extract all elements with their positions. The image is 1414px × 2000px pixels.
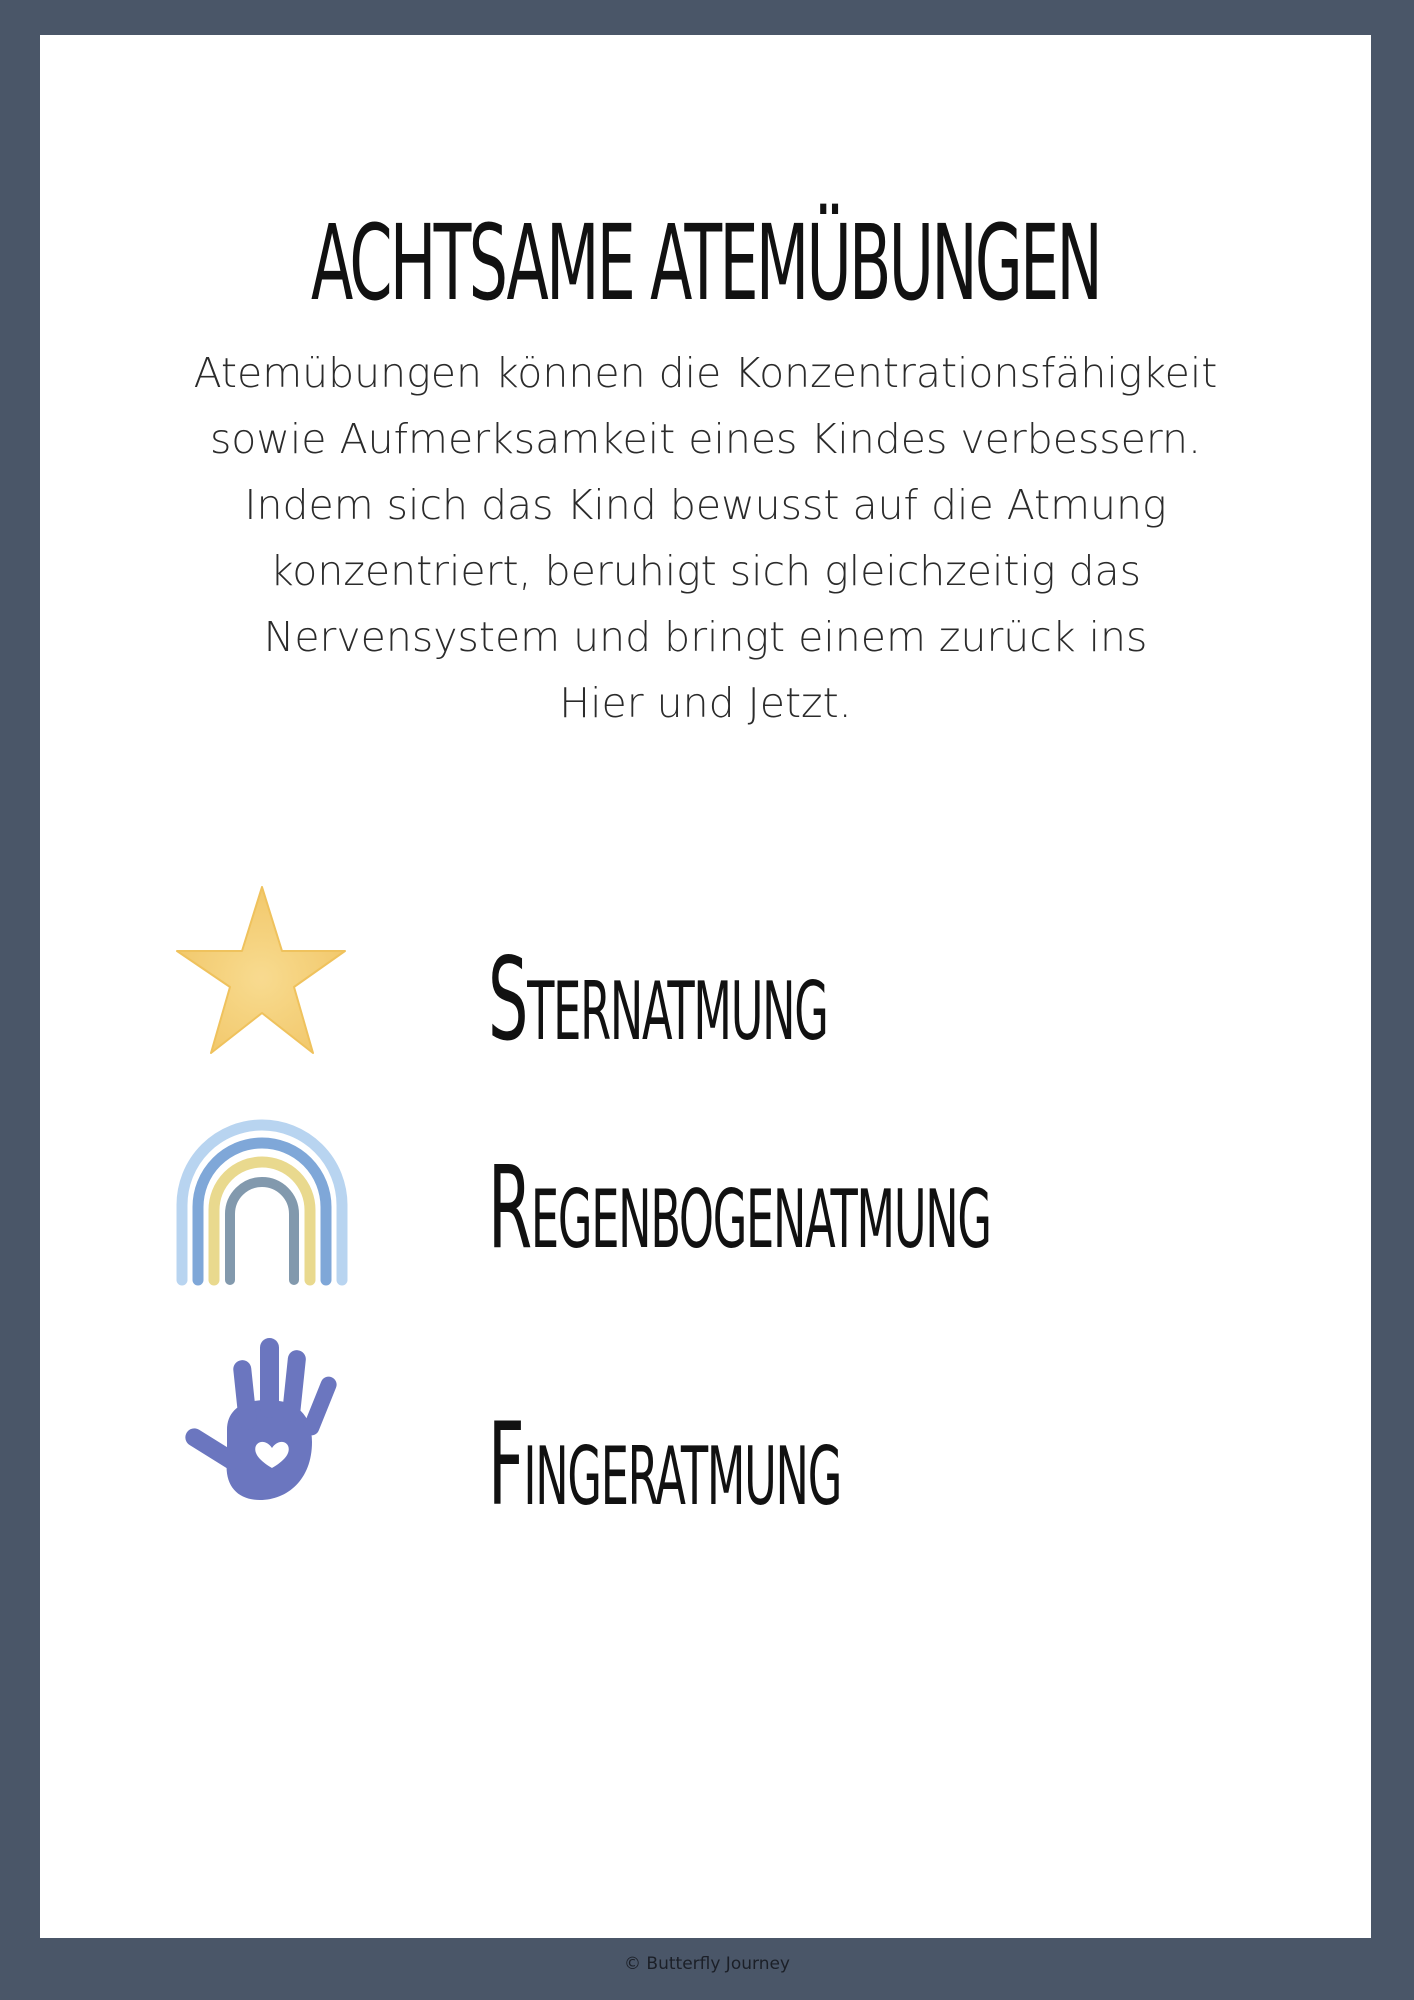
exercise-label: Fingeratmung <box>488 1398 842 1531</box>
rainbow-icon <box>172 1110 352 1290</box>
intro-line: Atemübungen können die Konzentrationsfähigkeit <box>193 349 1218 397</box>
handprint-icon <box>172 1330 352 1510</box>
intro-line: konzentriert, beruhigt sich gleichzeitig das <box>269 547 1141 595</box>
exercise-item-sternatmung <box>40 875 1371 1065</box>
exercise-label: Regenbogenatmung <box>488 1141 991 1274</box>
intro-line: Nervensystem und bringt einem zurück ins <box>263 613 1148 661</box>
exercise-item-fingeratmung <box>40 1325 1371 1531</box>
worksheet-page <box>40 35 1371 1938</box>
intro-line: Hier und Jetzt. <box>559 679 852 727</box>
intro-line: Indem sich das Kind bewusst auf die Atmung <box>244 481 1167 529</box>
exercise-label: Sternatmung <box>488 933 828 1066</box>
exercise-item-regenbogenatmung <box>40 1110 1371 1300</box>
intro-text <box>160 340 1251 736</box>
footer-copyright: © Butterfly Journey <box>624 1954 790 1974</box>
star-icon <box>172 883 352 1063</box>
intro-line: sowie Aufmerksamkeit eines Kindes verbessern. <box>209 415 1202 463</box>
page-title: ACHTSAME ATEMÜBUNGEN <box>310 202 1101 324</box>
